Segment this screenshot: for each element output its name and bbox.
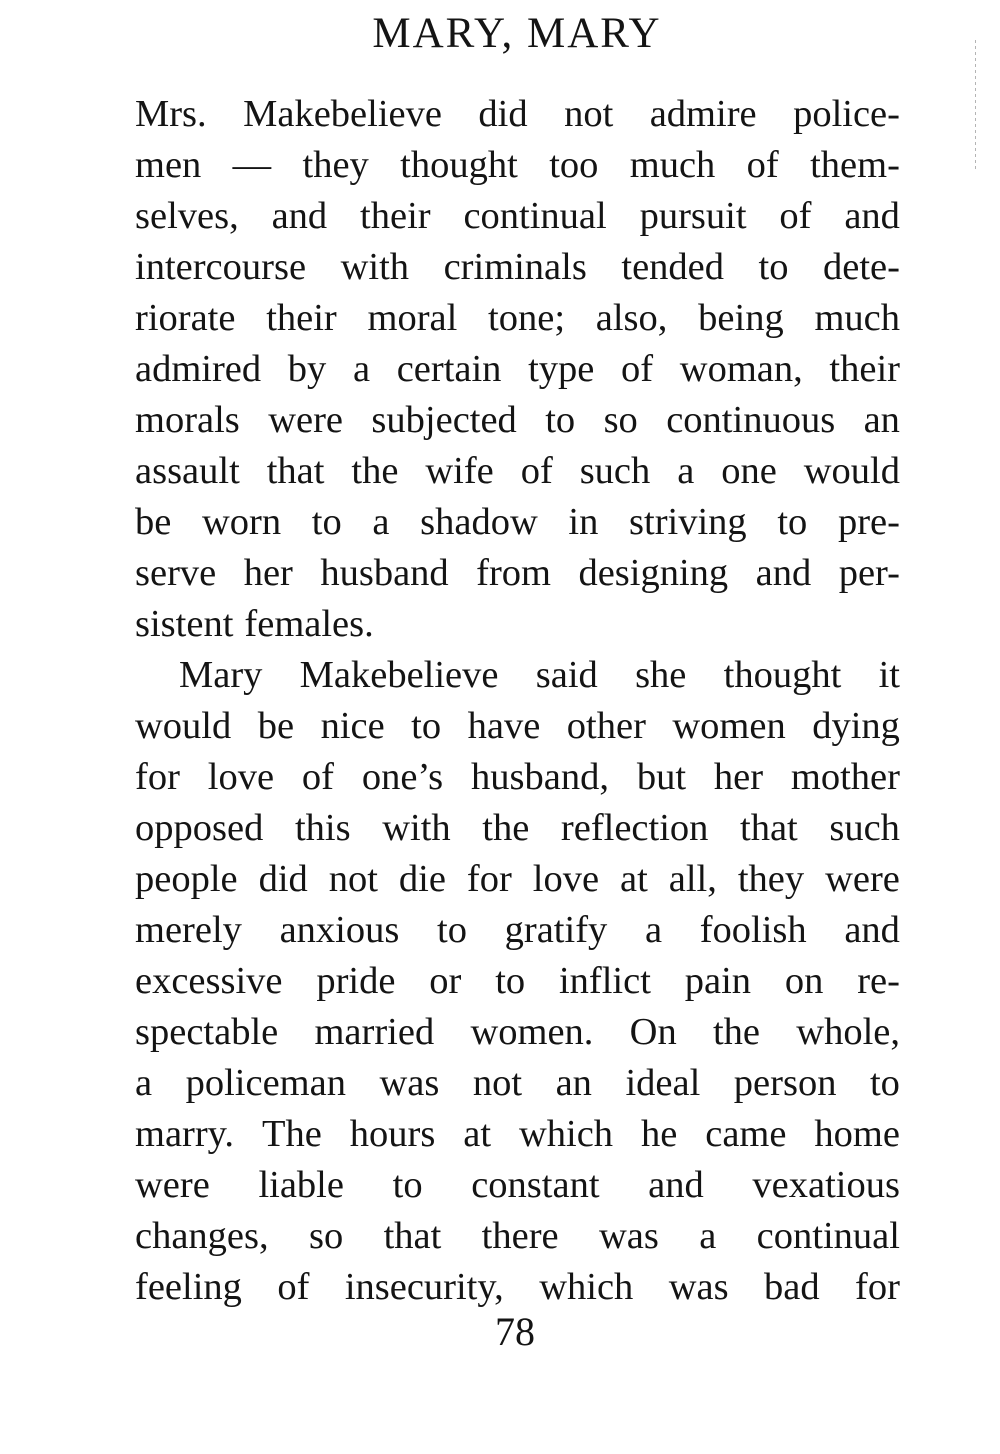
word: thought bbox=[723, 654, 842, 696]
text-line bbox=[135, 599, 900, 650]
word: whole, bbox=[796, 1011, 900, 1053]
word: changes, bbox=[135, 1215, 269, 1257]
word: them- bbox=[810, 144, 900, 186]
word: morals bbox=[135, 399, 240, 441]
text-line bbox=[135, 1211, 900, 1262]
word: bad bbox=[764, 1266, 820, 1308]
word: thought bbox=[400, 144, 518, 186]
word: a bbox=[135, 1062, 153, 1104]
word: Makebelieve bbox=[243, 93, 442, 135]
word: to bbox=[545, 399, 576, 441]
word: serve bbox=[135, 552, 217, 594]
word: Mary bbox=[179, 654, 263, 696]
word: type bbox=[528, 348, 595, 390]
word: that bbox=[383, 1215, 442, 1257]
word: all, bbox=[668, 858, 717, 900]
word: their bbox=[360, 195, 431, 237]
word: at bbox=[620, 858, 648, 900]
word: their bbox=[829, 348, 900, 390]
text-line bbox=[135, 854, 900, 905]
scan-edge-mark bbox=[975, 40, 976, 170]
text-line bbox=[135, 140, 900, 191]
word: sistent bbox=[135, 603, 234, 645]
word: to bbox=[437, 909, 467, 951]
word: husband bbox=[320, 552, 449, 594]
word: of bbox=[746, 144, 779, 186]
word: husband, bbox=[471, 756, 609, 798]
word: have bbox=[467, 705, 541, 747]
word: of bbox=[520, 450, 553, 492]
text-line bbox=[135, 89, 900, 140]
word: was bbox=[668, 1266, 729, 1308]
word: which bbox=[539, 1266, 634, 1308]
word: a bbox=[352, 348, 371, 390]
word: for bbox=[855, 1266, 900, 1308]
word: pursuit bbox=[639, 195, 747, 237]
word: riorate bbox=[135, 297, 236, 339]
word: continual bbox=[756, 1215, 900, 1257]
word: to bbox=[777, 501, 808, 543]
text-line bbox=[135, 191, 900, 242]
word: at bbox=[463, 1113, 492, 1155]
word: home bbox=[814, 1113, 900, 1155]
word: dete- bbox=[823, 246, 900, 288]
word: for bbox=[466, 858, 512, 900]
word: to bbox=[311, 501, 342, 543]
word: mother bbox=[790, 756, 900, 798]
word: moral bbox=[367, 297, 458, 339]
word: subjected bbox=[371, 399, 517, 441]
word: with bbox=[382, 807, 451, 849]
text-line bbox=[135, 344, 900, 395]
word: a bbox=[677, 450, 695, 492]
text-line bbox=[135, 1262, 900, 1313]
word: their bbox=[266, 297, 337, 339]
text-line bbox=[135, 548, 900, 599]
word: love bbox=[532, 858, 600, 900]
word: love bbox=[207, 756, 275, 798]
word: was bbox=[379, 1062, 440, 1104]
word: to bbox=[495, 960, 526, 1002]
word: admire bbox=[649, 93, 757, 135]
word: on bbox=[784, 960, 824, 1002]
word: of bbox=[779, 195, 812, 237]
text-line bbox=[135, 956, 900, 1007]
text-line bbox=[135, 395, 900, 446]
word: was bbox=[598, 1215, 659, 1257]
word: vexatious bbox=[752, 1164, 900, 1206]
word: the bbox=[712, 1011, 761, 1053]
text-line bbox=[135, 1109, 900, 1160]
word: tone; bbox=[488, 297, 566, 339]
word: said bbox=[535, 654, 598, 696]
word: the bbox=[482, 807, 530, 849]
word: a bbox=[699, 1215, 717, 1257]
word: assault bbox=[135, 450, 240, 492]
word: also, bbox=[595, 297, 668, 339]
word: wife bbox=[425, 450, 494, 492]
word: liable bbox=[258, 1164, 344, 1206]
word: dying bbox=[812, 705, 900, 747]
word: foolish bbox=[699, 909, 807, 951]
word: worn bbox=[202, 501, 282, 543]
word: were bbox=[825, 858, 900, 900]
word: and bbox=[648, 1164, 704, 1206]
word: or bbox=[429, 960, 462, 1002]
word: anxious bbox=[279, 909, 400, 951]
word: women. bbox=[470, 1011, 594, 1053]
word: die bbox=[398, 858, 446, 900]
word: selves, bbox=[135, 195, 239, 237]
word: which bbox=[518, 1113, 614, 1155]
word: and bbox=[844, 195, 900, 237]
word: intercourse bbox=[135, 246, 307, 288]
text-line bbox=[135, 1160, 900, 1211]
word: an bbox=[863, 399, 900, 441]
paragraph bbox=[135, 89, 900, 650]
word: gratify bbox=[504, 909, 608, 951]
word: a bbox=[644, 909, 663, 951]
word: the bbox=[351, 450, 399, 492]
word: he bbox=[640, 1113, 678, 1155]
word: she bbox=[635, 654, 687, 696]
word: certain bbox=[396, 348, 502, 390]
word: that bbox=[266, 450, 325, 492]
word: policeman bbox=[185, 1062, 346, 1104]
word: men bbox=[135, 144, 202, 186]
word: insecurity, bbox=[344, 1266, 504, 1308]
running-head: MARY, MARY bbox=[372, 10, 662, 57]
text-line bbox=[135, 701, 900, 752]
word: shadow bbox=[420, 501, 538, 543]
word: so bbox=[603, 399, 638, 441]
word: too bbox=[549, 144, 599, 186]
word: The bbox=[261, 1113, 322, 1155]
paragraph bbox=[135, 650, 900, 1313]
text-line bbox=[135, 905, 900, 956]
word: would bbox=[803, 450, 900, 492]
word: there bbox=[481, 1215, 559, 1257]
word: that bbox=[740, 807, 798, 849]
word: be bbox=[135, 501, 172, 543]
word: with bbox=[340, 246, 410, 288]
text-line bbox=[135, 293, 900, 344]
word: to bbox=[869, 1062, 900, 1104]
word: a bbox=[372, 501, 390, 543]
word: tended bbox=[621, 246, 724, 288]
word: came bbox=[705, 1113, 787, 1155]
word: nice bbox=[320, 705, 385, 747]
word: Mrs. bbox=[135, 93, 207, 135]
word: it bbox=[878, 654, 900, 696]
word: and bbox=[271, 195, 328, 237]
word: were bbox=[135, 1164, 210, 1206]
word: person bbox=[733, 1062, 837, 1104]
body-text bbox=[135, 89, 900, 1313]
word: striving bbox=[629, 501, 747, 543]
text-line bbox=[135, 497, 900, 548]
page-number: 78 bbox=[495, 1309, 535, 1354]
word: to bbox=[392, 1164, 423, 1206]
word: to bbox=[411, 705, 442, 747]
word: of bbox=[301, 756, 334, 798]
word: her bbox=[713, 756, 764, 798]
word: inflict bbox=[558, 960, 651, 1002]
word: merely bbox=[135, 909, 242, 951]
word: constant bbox=[471, 1164, 600, 1206]
word: spectable bbox=[135, 1011, 279, 1053]
word: one bbox=[721, 450, 777, 492]
word: of bbox=[277, 1266, 310, 1308]
word: by bbox=[287, 348, 327, 390]
word: being bbox=[698, 297, 784, 339]
text-line bbox=[135, 1007, 900, 1058]
word: people bbox=[135, 858, 238, 900]
text-line bbox=[135, 1058, 900, 1109]
word: not bbox=[564, 93, 614, 135]
word: excessive bbox=[135, 960, 283, 1002]
word: an bbox=[555, 1062, 592, 1104]
word: they bbox=[737, 858, 805, 900]
text-line bbox=[135, 752, 900, 803]
word: were bbox=[268, 399, 344, 441]
word: re- bbox=[857, 960, 900, 1002]
word: designing bbox=[578, 552, 729, 594]
word: reflection bbox=[560, 807, 709, 849]
word: females. bbox=[244, 603, 374, 645]
word: police- bbox=[793, 93, 900, 135]
word: and bbox=[755, 552, 812, 594]
word: much bbox=[629, 144, 716, 186]
text-line bbox=[135, 446, 900, 497]
word: continuous bbox=[666, 399, 836, 441]
word: per- bbox=[838, 552, 900, 594]
word: not bbox=[472, 1062, 523, 1104]
word: such bbox=[579, 450, 651, 492]
word: to bbox=[758, 246, 789, 288]
word: On bbox=[629, 1011, 677, 1053]
word: marry. bbox=[135, 1113, 235, 1155]
word: much bbox=[814, 297, 900, 339]
word: for bbox=[135, 756, 180, 798]
text-line bbox=[135, 242, 900, 293]
text-line bbox=[135, 803, 900, 854]
word: pride bbox=[316, 960, 396, 1002]
word: and bbox=[844, 909, 900, 951]
word: would bbox=[135, 705, 232, 747]
word: in bbox=[568, 501, 599, 543]
word: ideal bbox=[625, 1062, 701, 1104]
word: continual bbox=[463, 195, 607, 237]
word: did bbox=[258, 858, 308, 900]
word: married bbox=[314, 1011, 435, 1053]
text-line bbox=[135, 650, 900, 701]
word: admired bbox=[135, 348, 262, 390]
word: from bbox=[476, 552, 551, 594]
word: not bbox=[328, 858, 378, 900]
word: pain bbox=[684, 960, 752, 1002]
word: Makebelieve bbox=[299, 654, 499, 696]
word: they bbox=[302, 144, 369, 186]
word: of bbox=[621, 348, 654, 390]
word: this bbox=[294, 807, 351, 849]
word: woman, bbox=[679, 348, 803, 390]
word: such bbox=[829, 807, 900, 849]
word: criminals bbox=[443, 246, 587, 288]
word: did bbox=[478, 93, 528, 135]
word: but bbox=[636, 756, 687, 798]
word: so bbox=[308, 1215, 344, 1257]
word: one’s bbox=[361, 756, 444, 798]
word: be bbox=[257, 705, 295, 747]
word: hours bbox=[349, 1113, 436, 1155]
word: other bbox=[566, 705, 646, 747]
word: women bbox=[672, 705, 786, 747]
word: pre- bbox=[837, 501, 900, 543]
word: her bbox=[243, 552, 293, 594]
word: feeling bbox=[135, 1266, 242, 1308]
word: — bbox=[232, 144, 272, 186]
word: opposed bbox=[135, 807, 264, 849]
